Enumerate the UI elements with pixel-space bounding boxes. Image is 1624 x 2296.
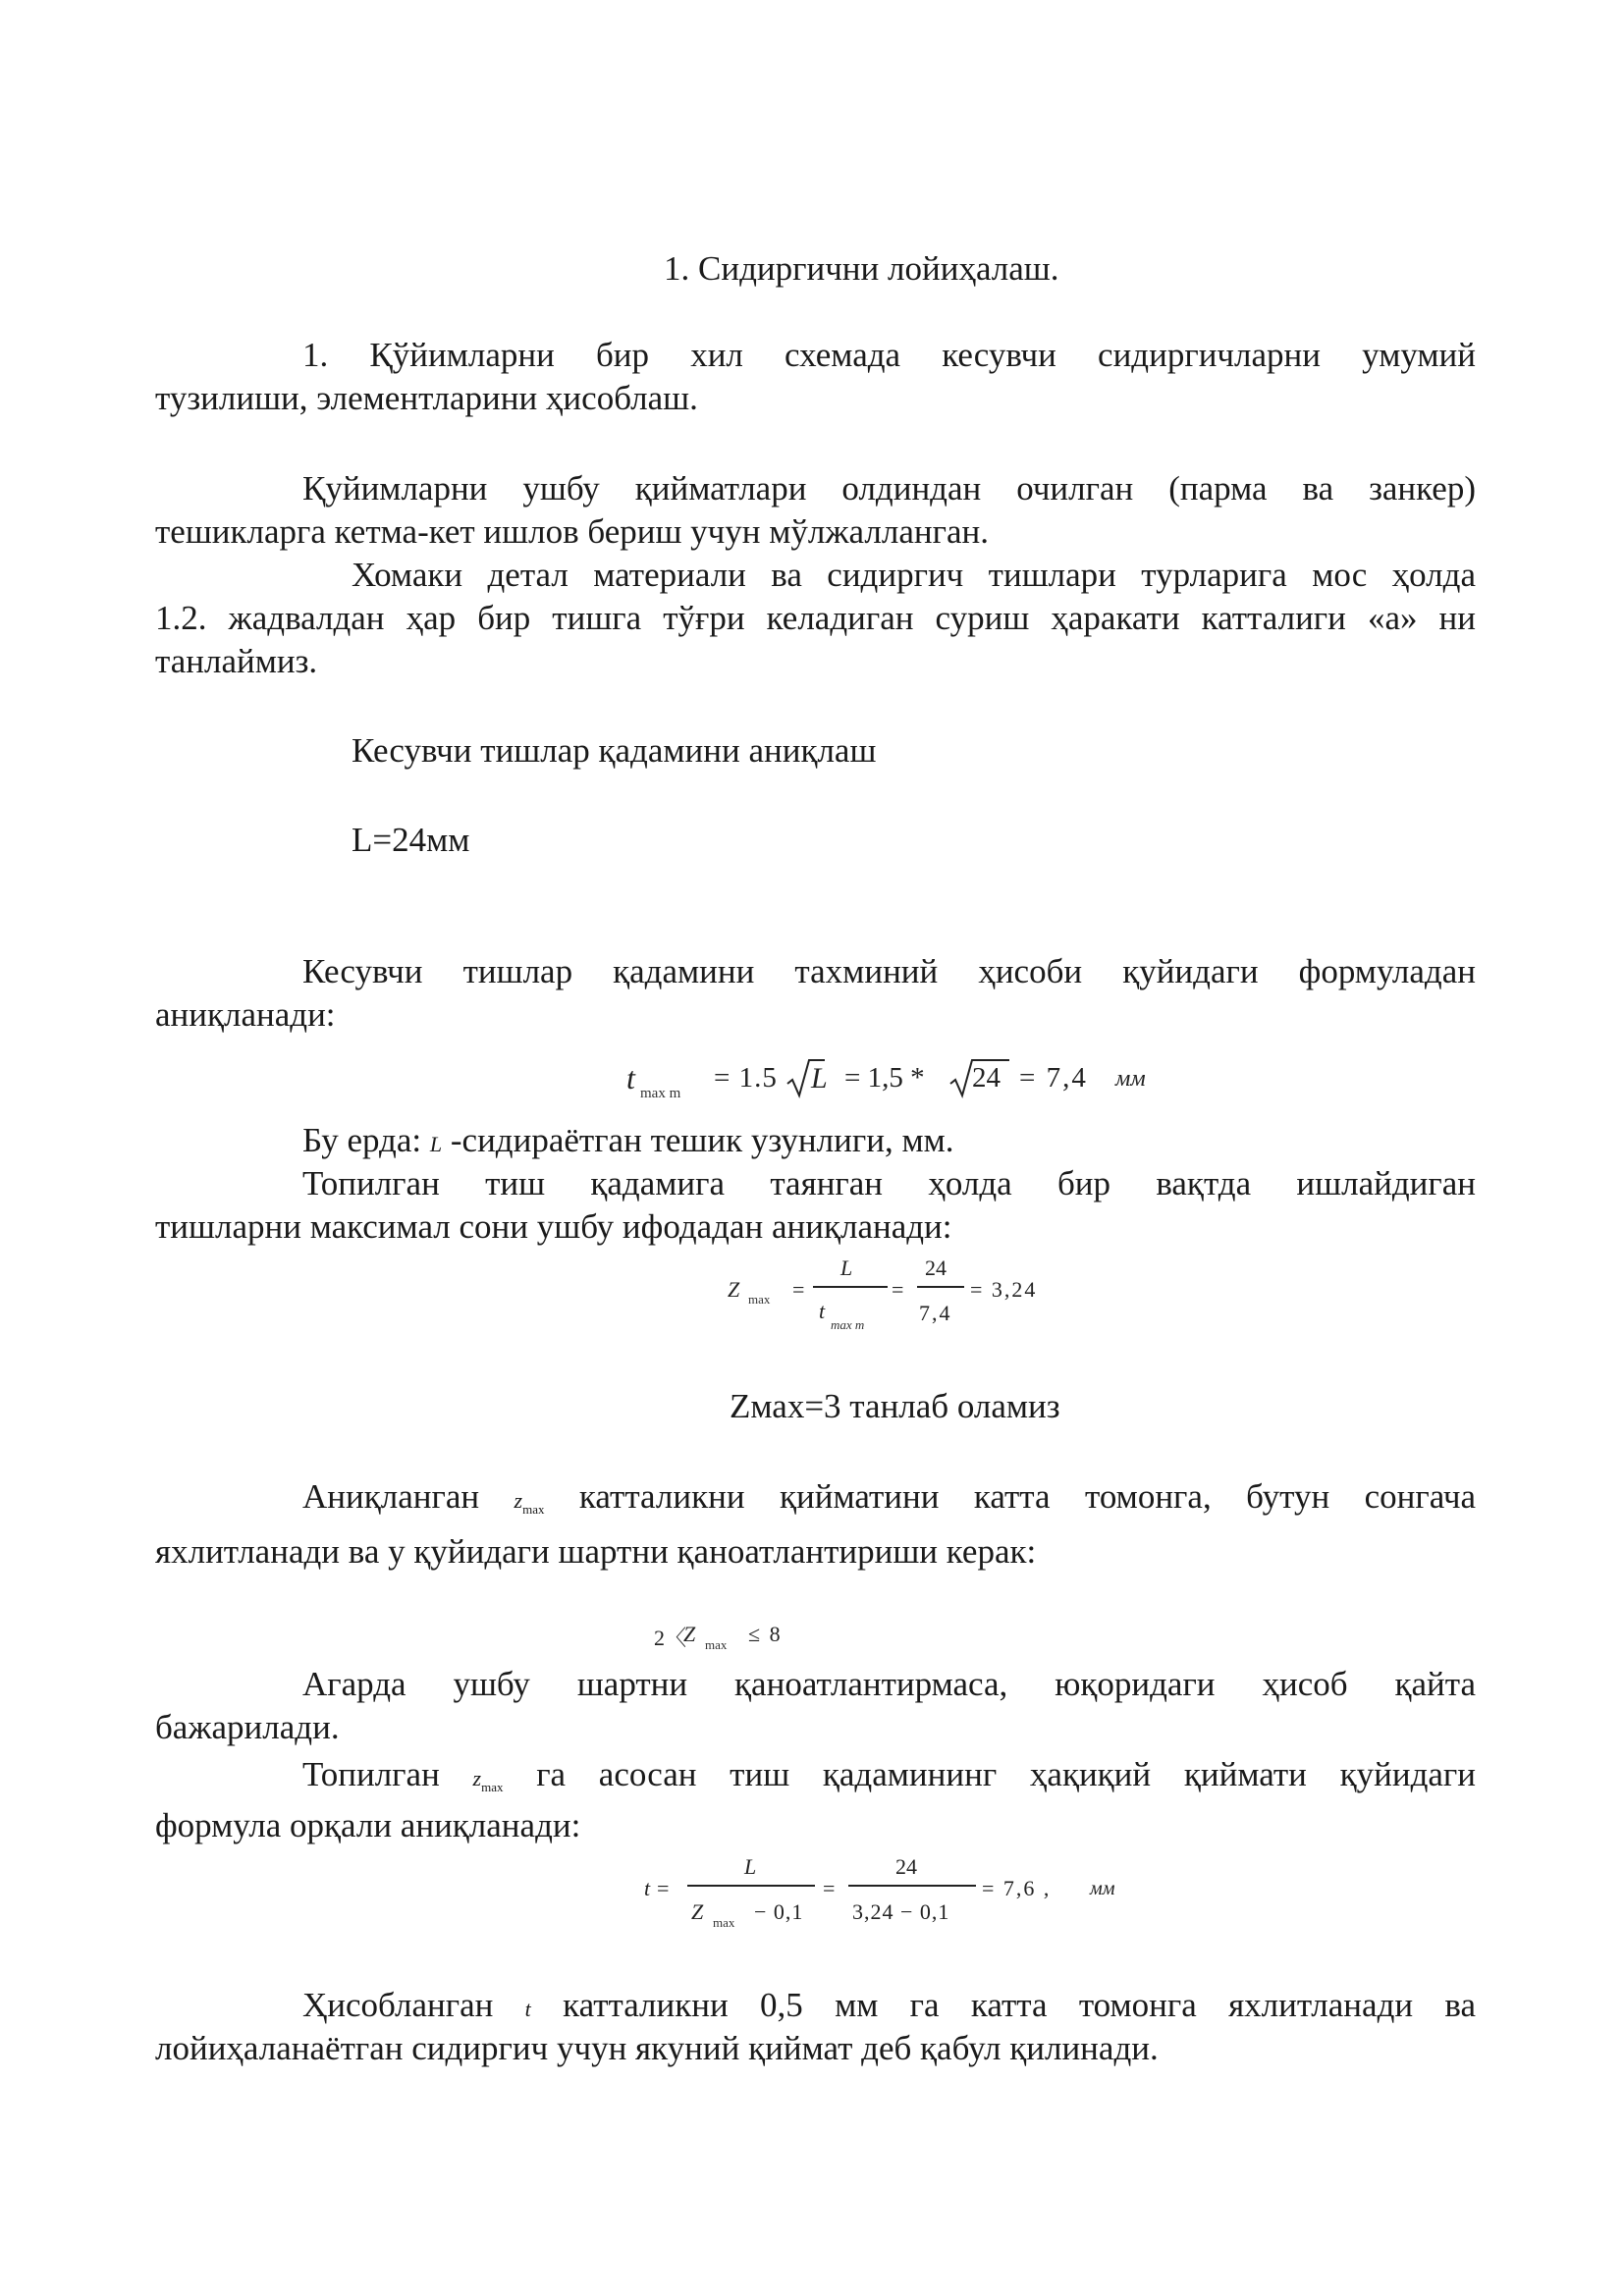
length-value: L=24мм [352, 821, 470, 859]
formula3-den2: 3,24 − 0,1 [852, 1899, 950, 1924]
where-prefix: Бу ерда: [302, 1121, 422, 1159]
where-var: L [429, 1132, 443, 1156]
p3-line2: 1.2. жадвалдан ҳар бир тишга тўғри келадиган суриш ҳаракати катталиги «а» ни [155, 599, 1476, 637]
p7-line1: Агарда ушбу шартни қаноатлантирмаса, юқоридаги ҳисоб қайта [302, 1665, 1476, 1703]
p3-line3: танлаймиз. [155, 642, 318, 680]
p6-line1 [155, 1475, 1476, 1525]
formula3-den1-sub: max [713, 1915, 735, 1930]
condition-Z: Z [683, 1622, 696, 1646]
formula2-num2: 24 [925, 1255, 947, 1280]
where-text: -сидираётган тешик узунлиги, мм. [450, 1121, 954, 1159]
formula3-num2: 24 [895, 1854, 917, 1879]
p8-line1 [155, 1753, 1476, 1803]
condition-right: ≤ 8 [748, 1622, 781, 1646]
formula1-eq2: = 1,5 * [844, 1062, 925, 1094]
p5-line2: тишларни максимал сони ушбу ифодадан аниқланади: [155, 1207, 952, 1246]
p9-word: Ҳисобланган [302, 1986, 494, 2024]
p9-line1 [155, 1984, 1476, 2031]
p6-sub: max [522, 1502, 545, 1517]
condition-left: 2〈 [654, 1626, 687, 1650]
formula1-t: t [626, 1060, 635, 1095]
formula1-unit: мм [1115, 1066, 1146, 1092]
p4-line2: аниқланади: [155, 995, 336, 1034]
formula2-den2: 7,4 [919, 1301, 952, 1325]
fraction-bar [848, 1885, 976, 1887]
p9-rest: катталикни 0,5 мм га катта томонга яхлитланади ва [563, 1986, 1477, 2024]
fraction-bar [687, 1885, 815, 1887]
zmax-choice: Zмах=3 танлаб оламиз [730, 1387, 1060, 1425]
p4-line1: Кесувчи тишлар қадамини тахминий ҳисоби қуйидаги формуладан [302, 952, 1476, 990]
page-title: 1. Сидиргични лойиҳалаш. [664, 249, 1059, 288]
p2-line1: Қуйимларни ушбу қийматлари олдиндан очилган (парма ва занкер) [302, 469, 1476, 507]
formula2-den1-sub: max m [831, 1317, 865, 1332]
formula2-Z: Z [728, 1277, 740, 1302]
formula3-eq: = [823, 1876, 836, 1900]
fraction-bar [813, 1286, 888, 1288]
p1-line2: тузилиши, элементларини ҳисоблаш. [155, 379, 698, 417]
formula3-den1-rest: − 0,1 [754, 1899, 804, 1924]
p9-var: t [524, 1997, 531, 2021]
p8-var: z [472, 1766, 482, 1790]
p6-rest: катталикни қийматини катта томонга, бутун сонгача [578, 1477, 1476, 1516]
formula2-den1-t: t [819, 1299, 826, 1323]
formula2-eq: = [792, 1277, 805, 1302]
p2-line2: тешикларга кетма-кет ишлов бериш учун мўлжалланган. [155, 512, 989, 551]
p8-word: Топилган [302, 1755, 440, 1793]
condition-sub: max [705, 1637, 728, 1652]
p7-line2: бажарилади. [155, 1708, 340, 1746]
p5-line1: Топилган тиш қадамига таянган ҳолда бир вақтда ишлайдиган [302, 1164, 1476, 1202]
p8-sub: max [481, 1780, 504, 1794]
p6-var: z [514, 1488, 523, 1513]
p6-word: Аниқланган [302, 1477, 480, 1516]
formula2-num1: L [840, 1255, 853, 1280]
formula1-rad2: 24 [972, 1062, 1001, 1094]
formula3-unit: мм [1090, 1878, 1115, 1899]
formula1-eq1: = 1.5 [714, 1062, 778, 1094]
formula3-lhs: t = [644, 1876, 671, 1900]
p8-line2: формула орқали аниқланади: [155, 1806, 581, 1844]
p9-line2: лойиҳаланаётган сидиргич учун якуний қиймат деб қабул қилинади. [155, 2029, 1159, 2067]
formula1-sub: max m [640, 1086, 681, 1101]
formula3-den1-Z: Z [691, 1899, 704, 1924]
where-line [302, 1119, 954, 1166]
p1-line1: 1. Қўйимларни бир хил схемада кесувчи сидиргичларни умумий [302, 336, 1476, 374]
p3-line1: Хомаки детал материали ва сидиргич тишлари турларига мос ҳолда [352, 556, 1476, 594]
formula2-eq2: = [892, 1277, 904, 1302]
formula2-result: = 3,24 [970, 1277, 1038, 1302]
formula1-L: L [811, 1062, 828, 1095]
formula1-eq3: = 7,4 [1019, 1062, 1088, 1094]
sub-heading: Кесувчи тишлар қадамини аниқлаш [352, 731, 877, 770]
p8-rest: га асосан тиш қадамининг ҳақиқий қиймати қуйидаги [536, 1755, 1476, 1793]
fraction-bar [917, 1286, 964, 1288]
formula3-result: = 7,6 , [982, 1876, 1052, 1900]
p6-line2: яхлитланади ва у қуйидаги шартни қаноатлантириши керак: [155, 1532, 1037, 1571]
formula3-num1: L [744, 1854, 757, 1879]
formula2-zsub: max [748, 1292, 771, 1307]
